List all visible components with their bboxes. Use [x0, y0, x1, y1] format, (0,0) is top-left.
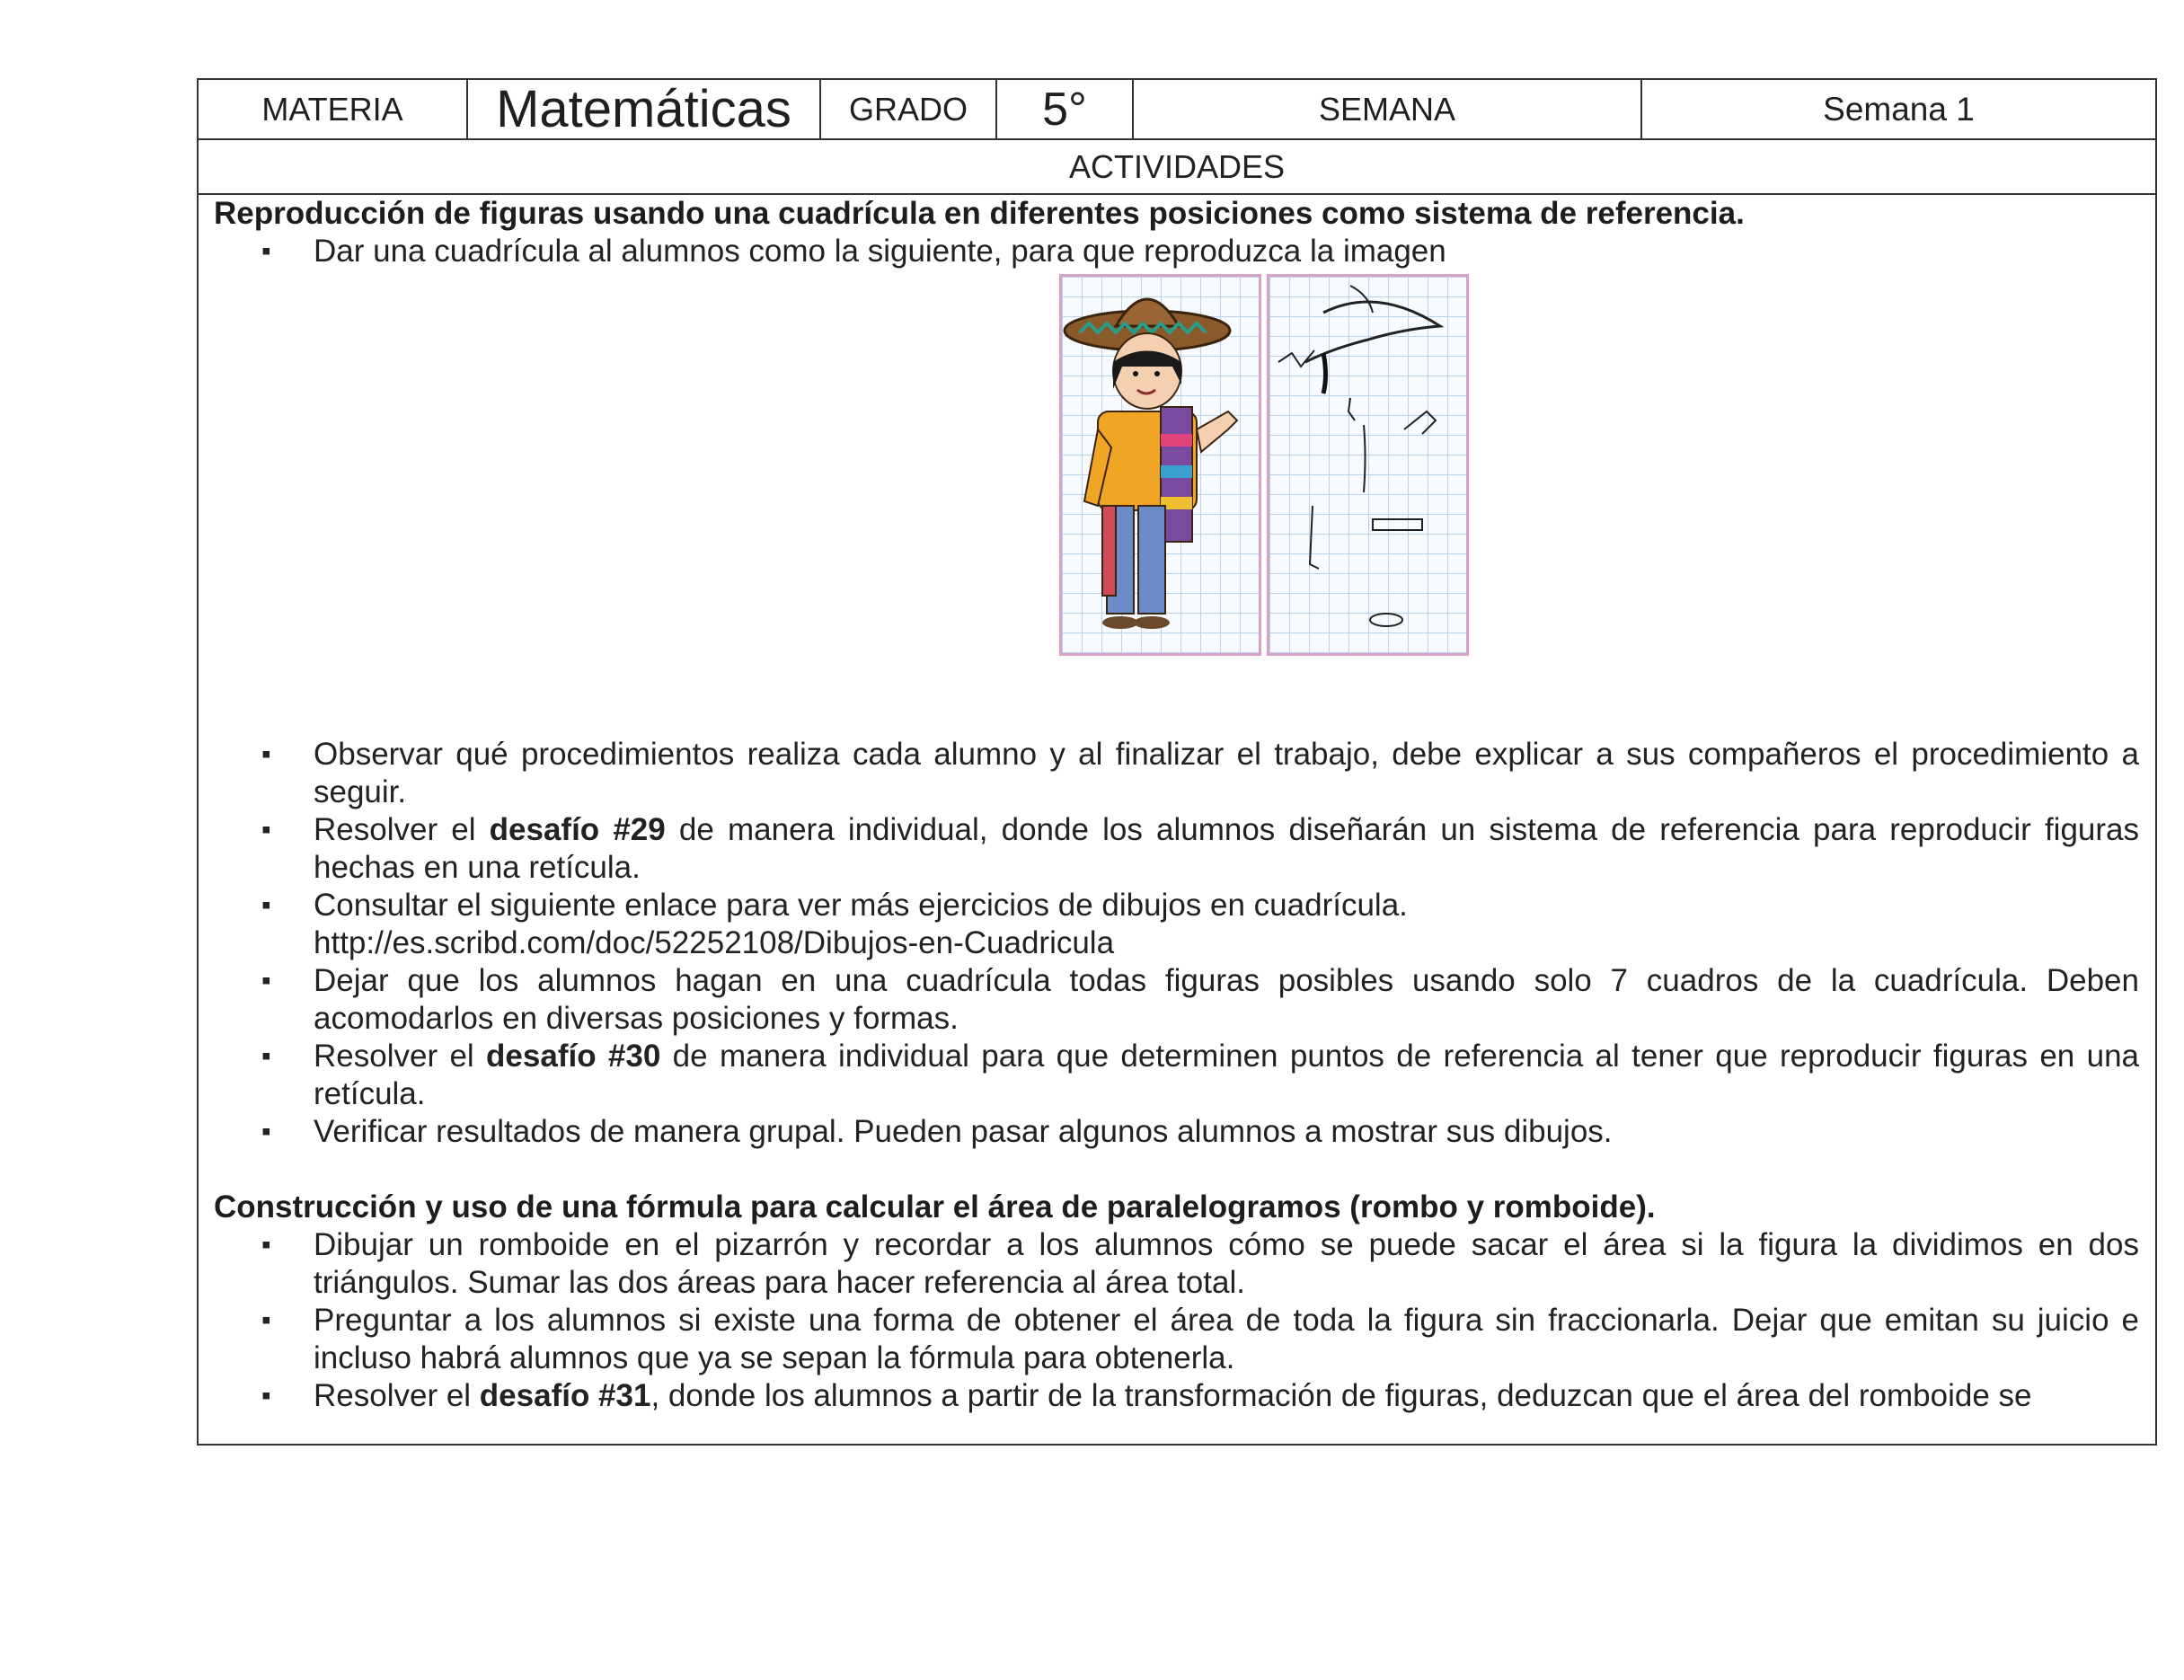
- boy-with-sombrero-illustration: [1062, 277, 1259, 653]
- activity-list-1: [214, 233, 2139, 270]
- header-row: [199, 80, 2155, 140]
- materia-value: Matemáticas: [468, 80, 821, 138]
- list-item: ▪ Dejar que los alumnos hagan en una cuadrícula todas figuras posibles usando solo 7 cuadros de la cuadrícula. Deben acomodarlos en diversas posiciones y formas.: [314, 962, 2139, 1038]
- grado-value: 5°: [997, 80, 1134, 138]
- challenge-31: desafío #31: [479, 1378, 651, 1413]
- section-heading-figures: Reproducción de figuras usando una cuadrícula en diferentes posiciones como sistema de referencia.: [214, 196, 1745, 231]
- list-item: ▪ Resolver el desafío #30 de manera individual para que determinen puntos de referencia al tener que reproducir figuras en una retícula.: [314, 1038, 2139, 1113]
- list-item: ▪ Consultar el siguiente enlace para ver más ejercicios de dibujos en cuadrícula. http://es.scribd.com/doc/52252108/Dibujos-en-Cuadricula: [314, 887, 2139, 962]
- list-item: ▪ Verificar resultados de manera grupal. Pueden pasar algunos alumnos a mostrar sus dibujos.: [314, 1113, 2139, 1151]
- challenge-30: desafío #30: [486, 1039, 661, 1074]
- grid-drawing-blank: [1267, 274, 1469, 656]
- list-item: ▪ Resolver el desafío #29 de manera individual, donde los alumnos diseñarán un sistema de referencia para reproducir figuras hechas en una retícula.: [314, 811, 2139, 887]
- grid-drawing-complete: [1059, 274, 1261, 656]
- semana-value: Semana 1: [1823, 90, 1975, 128]
- activities-title: ACTIVIDADES: [199, 140, 2155, 195]
- list-item: ▪ Dibujar un romboide en el pizarrón y recordar a los alumnos cómo se puede sacar el área si la figura la dividimos en dos triángulos. Sumar las dos áreas para hacer referencia al área total.: [314, 1226, 2139, 1302]
- list-item: ▪ Dar una cuadrícula al alumnos como la siguiente, para que reproduzca la imagen: [314, 233, 2139, 270]
- list-item: ▪ Resolver el desafío #31, donde los alumnos a partir de la transformación de figuras, deduzcan que el área del romboide se: [314, 1377, 2139, 1415]
- activity-list-2: [214, 736, 2139, 1151]
- challenge-29: desafío #29: [489, 812, 666, 847]
- partial-outline-illustration: [1269, 277, 1466, 653]
- activities-body: [199, 195, 2155, 1415]
- section-heading-area: Construcción y uso de una fórmula para calcular el área de paralelogramos (rombo y romboide).: [214, 1189, 1656, 1225]
- activity-list-3: [214, 1226, 2139, 1415]
- lesson-plan-table: [197, 78, 2157, 1446]
- semana-label: SEMANA: [1134, 80, 1642, 138]
- list-item: ▪ Observar qué procedimientos realiza cada alumno y al finalizar el trabajo, debe explicar a sus compañeros el procedimiento a seguir.: [314, 736, 2139, 811]
- scribd-link[interactable]: http://es.scribd.com/doc/52252108/Dibujos-en-Cuadricula: [314, 925, 1115, 960]
- grid-drawing-figure: [214, 274, 2139, 683]
- grado-label: GRADO: [821, 80, 997, 138]
- materia-label: MATERIA: [199, 80, 468, 138]
- list-item: ▪ Preguntar a los alumnos si existe una forma de obtener el área de toda la figura sin fraccionarla. Dejar que emitan su juicio e incluso habrá alumnos que ya se sepan la fórmula para obtenerla.: [314, 1302, 2139, 1377]
